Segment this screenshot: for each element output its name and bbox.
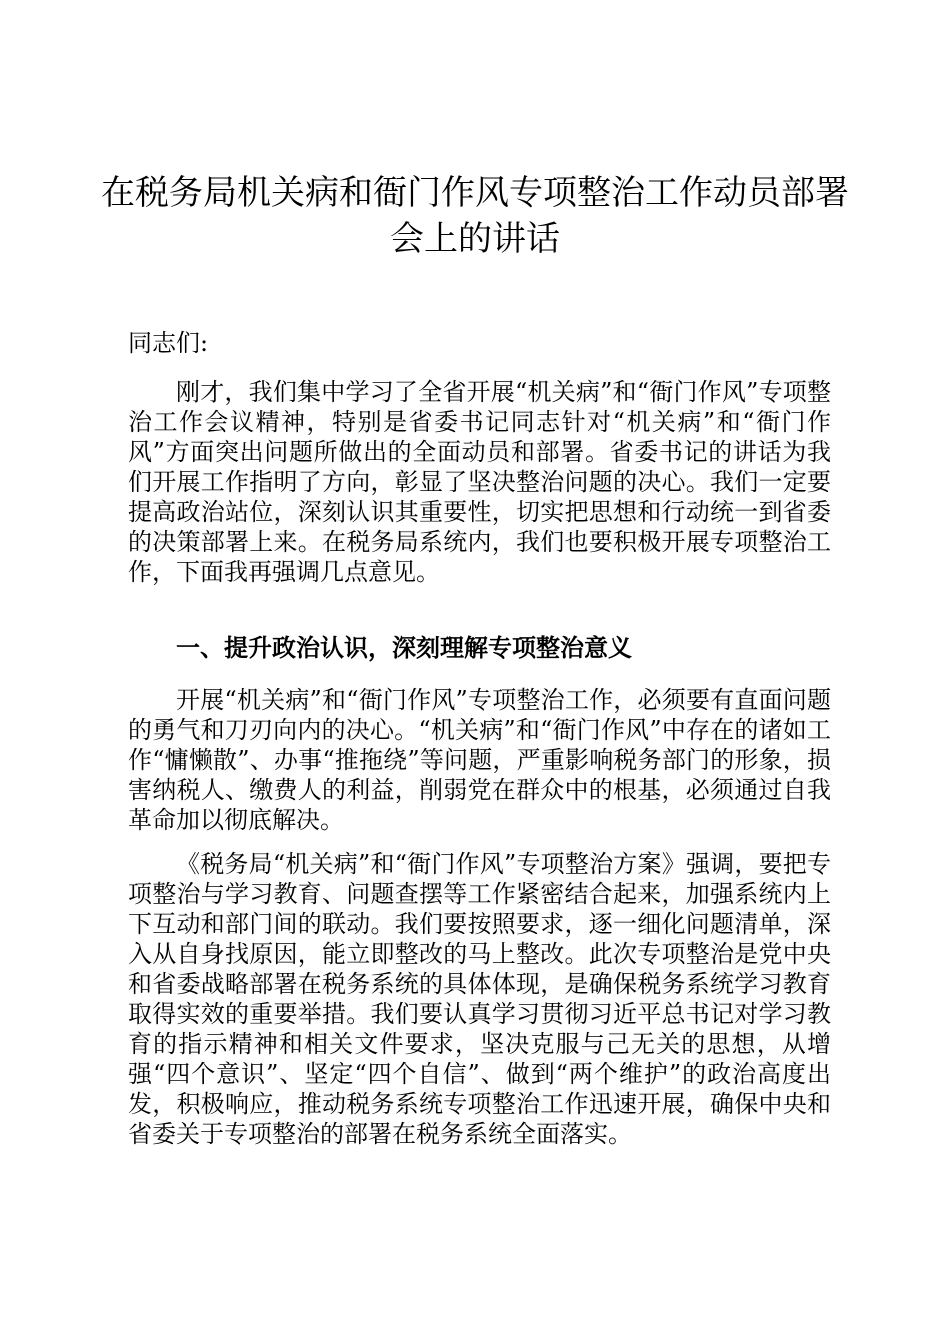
section-heading: 一、提升政治认识，深刻理解专项整治意义 (176, 634, 632, 662)
section-paragraph-1: 开展“机关病”和“衙门作风”专项整治工作，必须要有直面问题的勇气和刀刃向内的决心。“机关病”和“衙门作风”中存在的诸如工作“慵懒散”、办事“推拖绕”等问题，严重影响税务部门的形象，损害纳税人、缴费人的利益，削弱党在群众中的根基，必须通过自我革命加以彻底解决。 (128, 686, 831, 834)
paragraph-intro: 刚才，我们集中学习了全省开展“机关病”和“衙门作风”专项整治工作会议精神，特别是省委书记同志针对“机关病”和“衙门作风”方面突出问题所做出的全面动员和部署。省委书记的讲话为我们开展工作指明了方向，彰显了坚决整治问题的决心。我们一定要提高政治站位，深刻认识其重要性，切实把思想和行动统一到省委的决策部署上来。在税务局系统内，我们也要积极开展专项整治工作，下面我再强调几点意见。 (128, 378, 831, 586)
section-paragraph-2: 《税务局“机关病”和“衙门作风”专项整治方案》强调，要把专项整治与学习教育、问题查摆等工作紧密结合起来，加强系统内上下互动和部门间的联动。我们要按照要求，逐一细化问题清单，深入从自身找原因，能立即整改的马上整改。此次专项整治是党中央和省委战略部署在税务系统的具体体现，是确保税务系统学习教育取得实效的重要举措。我们要认真学习贯彻习近平总书记对学习教育的指示精神和相关文件要求，坚决克服与己无关的思想，从增强“四个意识”、坚定“四个自信”、做到“两个维护”的政治高度出发，积极响应，推动税务系统专项整治工作迅速开展，确保中央和省委关于专项整治的部署在税务系统全面落实。 (128, 850, 831, 1148)
salutation: 同志们: (128, 329, 209, 357)
document-title: 在税务局机关病和衙门作风专项整治工作动员部署会上的讲话 (101, 173, 849, 259)
